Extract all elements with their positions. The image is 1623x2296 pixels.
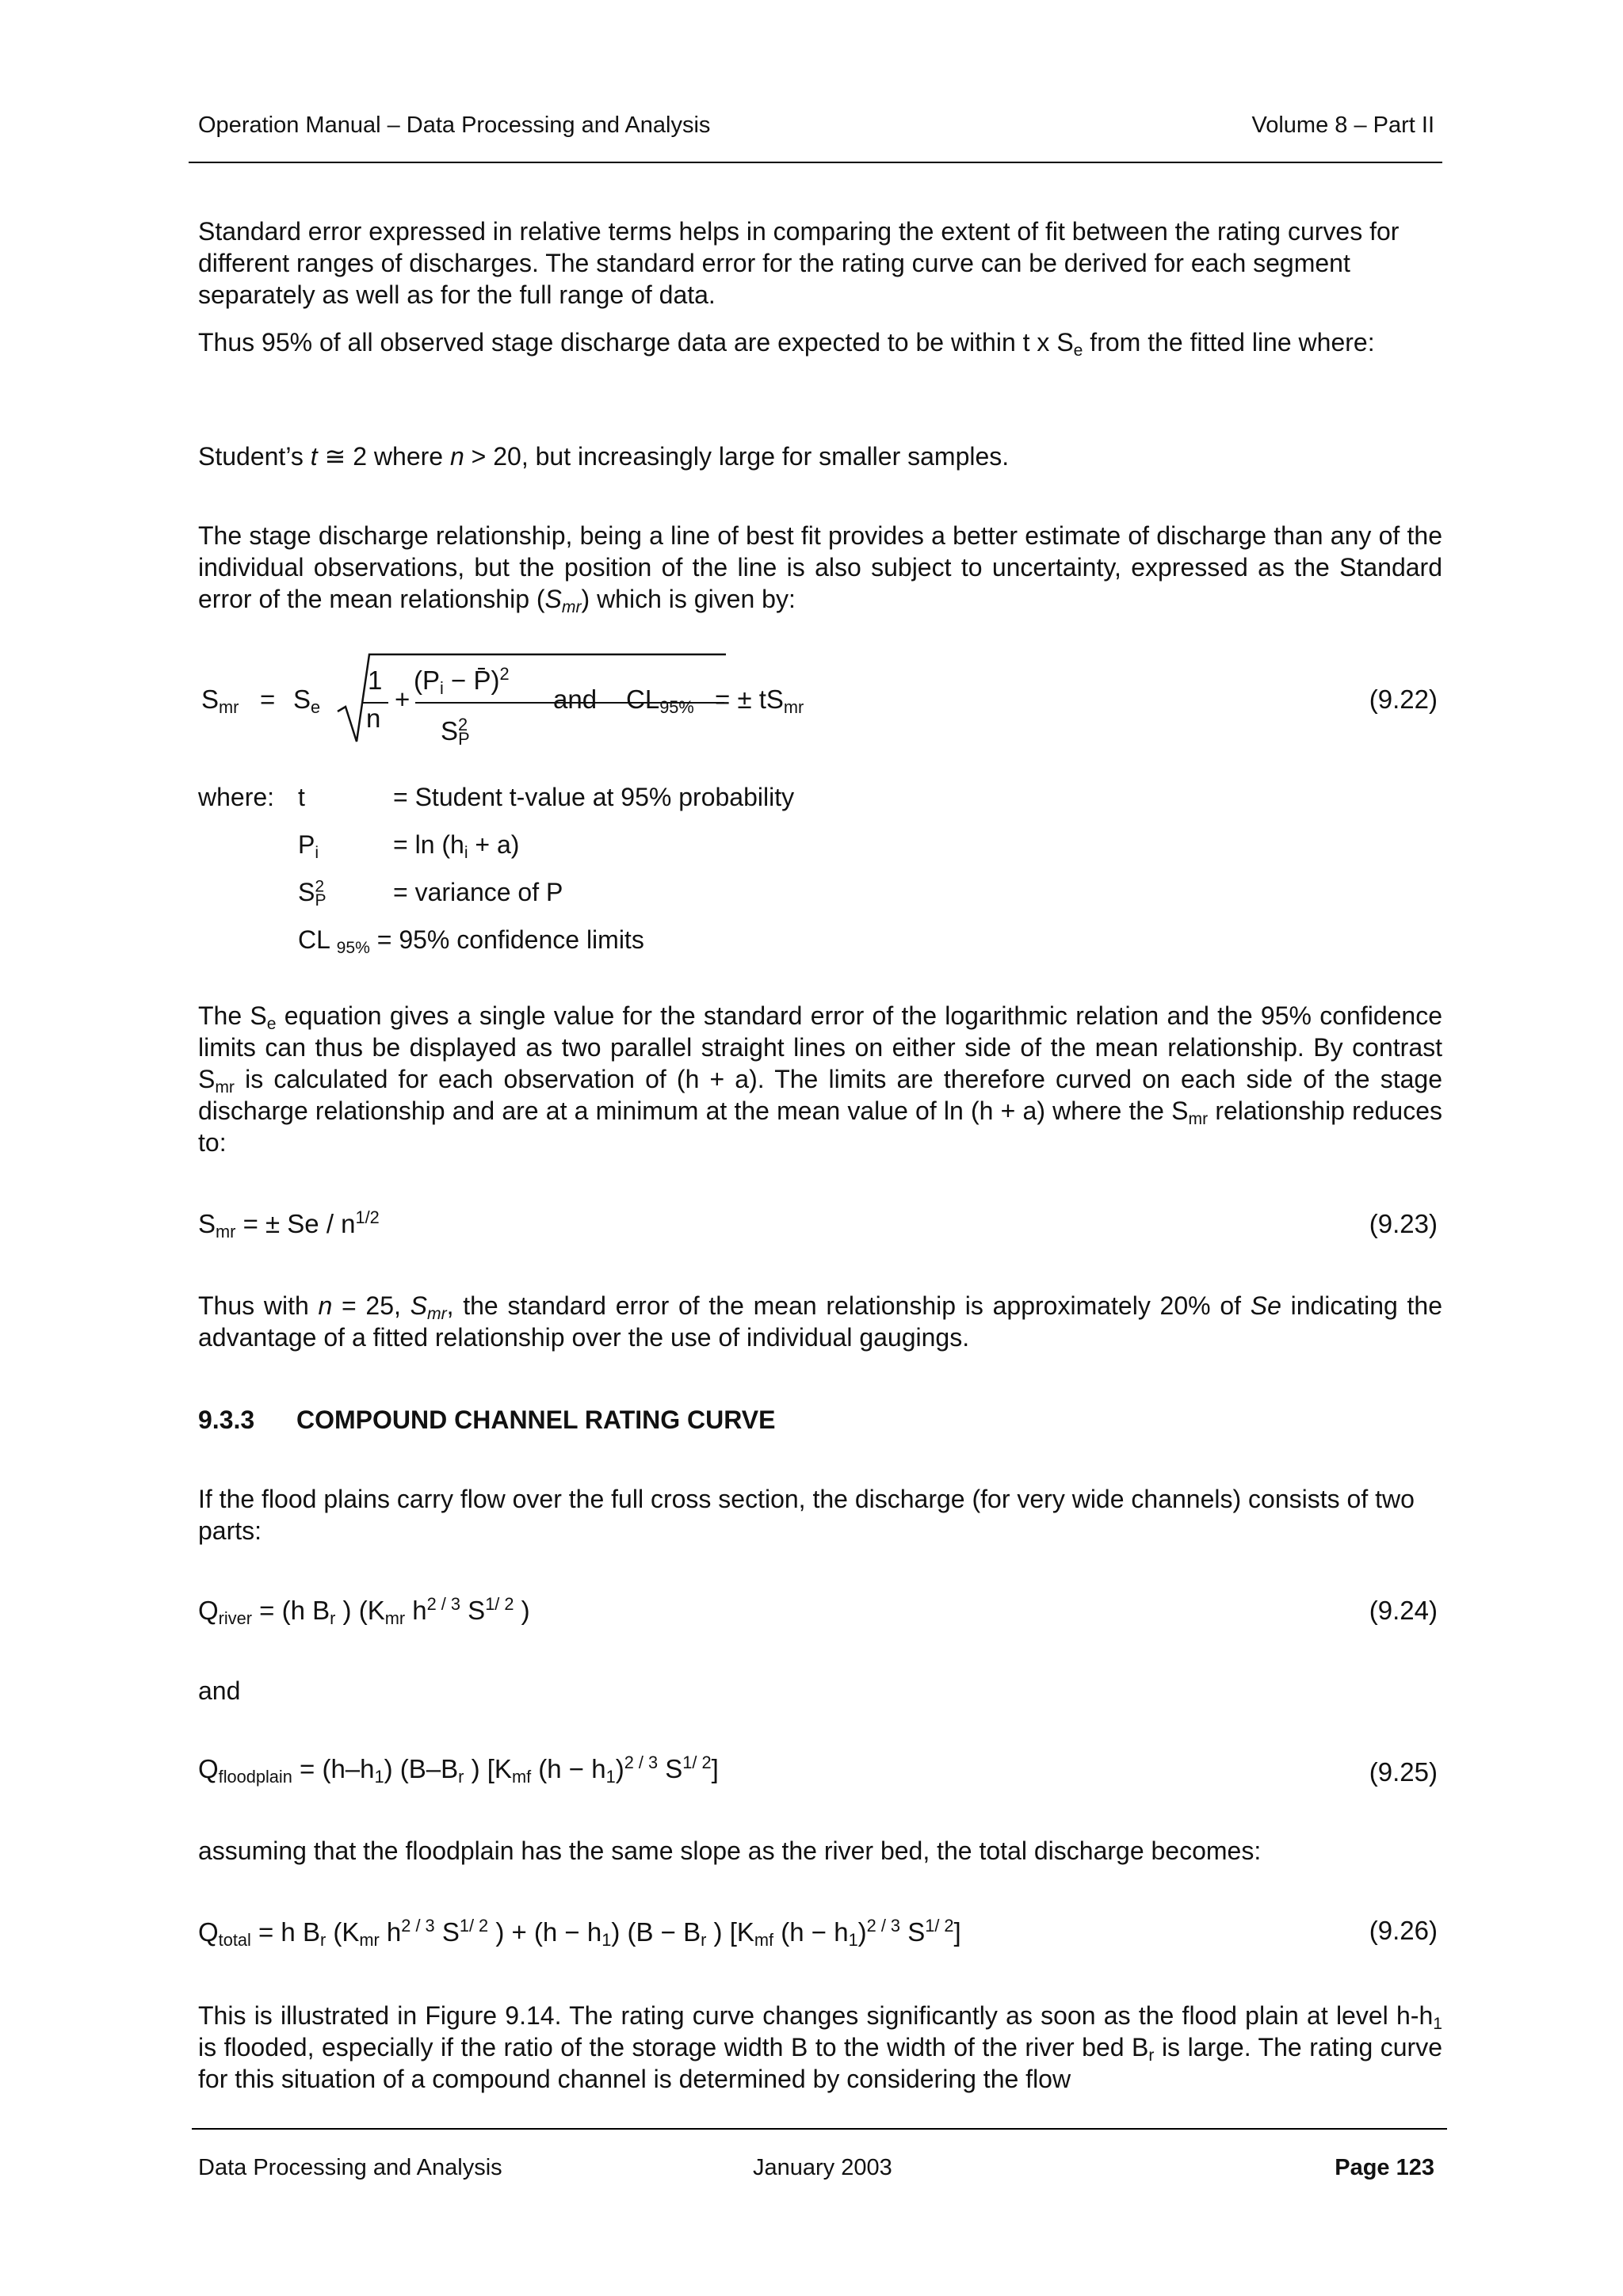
footer-center: January 2003	[753, 2155, 892, 2180]
paragraph-1: Standard error expressed in relative terms helps in comparing the extent of fit between the rating curves for different ranges of discharges. The standard error for the rating curve can be derived for each segment separately as well as for the full range of data.	[198, 217, 1400, 309]
equation-9-22: $S_{mr}$ = $S_e$ 1 n + ($P_i$ − P̄)$^2$ $S^2_P$ and $CL_{95\%}$ = ± $tS_{mr}$	[201, 685, 1152, 780]
equation-number-9-22: (9.22)	[1369, 685, 1438, 714]
equation-number-9-23: (9.23)	[1369, 1209, 1438, 1238]
paragraph-7: If the flood plains carry flow over the full cross section, the discharge (for very wide channels) consists of two parts:	[198, 1485, 1415, 1545]
section-number: 9.3.3	[198, 1405, 255, 1434]
paragraph-4: The stage discharge relationship, being a line of best fit provides a better estimate of discharge than any of the individual observations, but the position of the line is also subject to uncertainty, expressed as the Standard error of the mean relationship $(S_{mr})$ which is given by:	[198, 521, 1442, 616]
definition-list	[198, 781, 1149, 971]
equation-9-23: $S_{mr}$ = ± Se / $n^{1/2}$	[198, 1207, 380, 1242]
where-label: where:	[198, 783, 275, 811]
equation-9-24: $Q_{river} = (h$ $B_r$ ) ($K_{mr}$ $h^{2 / 3}$ $S^{1/ 2}$ )	[198, 1594, 530, 1629]
paragraph-8: assuming that the floodplain has the same slope as the river bed, the total discharge becomes:	[198, 1836, 1262, 1865]
equation-number-9-26: (9.26)	[1369, 1916, 1438, 1945]
header-left: Operation Manual – Data Processing and Analysis	[198, 113, 711, 138]
definition-row: $P_i$ = $\ln (h_i + a)$	[298, 830, 520, 862]
page-number: Page 123	[1335, 2155, 1434, 2180]
header-rule	[189, 162, 1442, 163]
definition-row: $S^2_P$ = variance of P	[298, 877, 563, 910]
paragraph-3: Student’s t ≅ 2 where n > 20, but increasingly large for smaller samples.	[198, 442, 1010, 471]
and-word: and	[198, 1676, 241, 1705]
paragraph-9: This is illustrated in Figure 9.14. The rating curve changes significantly as soon as the flood plain at level $h-h_1$ is flooded, especially if the ratio of the storage width B to the width of the river bed $B_r$ is large. The rating curve for this situation of a compound channel is determined by considering the flow	[198, 2001, 1443, 2093]
equation-9-26: $Q_{total} = h$ $B_r$ ($K_{mr}$ $h^{2 / 3}$ $S^{1/ 2}$ ) + $(h - h_1)$ ($B - B_r$ ) [$K_{mf}$ $(h - h_1)^{2 / 3}$ $S^{1/ 2}$]	[198, 1916, 961, 1951]
section-title: COMPOUND CHANNEL RATING CURVE	[296, 1405, 776, 1434]
paragraph-2: Thus 95% of all observed stage discharge data are expected to be within t x $S_e$ from the fitted line where:	[198, 328, 1375, 360]
paragraph-5: The $S_e$ equation gives a single value for the standard error of the logarithmic relation and the 95% confidence limits can thus be displayed as two parallel straight lines on either side of the mean relationship. By contrast $S_{mr}$ is calculated for each observation of (h + a). The limits are therefore curved on each side of the stage discharge relationship and are at a minimum at the mean value of ln (h + a) where the $S_{mr}$ relationship reduces to:	[198, 1001, 1443, 1157]
equation-number-9-24: (9.24)	[1369, 1596, 1438, 1625]
equation-9-25: $Q_{floodplain} = (h-h_1)$ ($B-B_r$ ) [$K_{mf}$ $(h - h_1)^{2 / 3}$ $S^{1/ 2}$]	[198, 1753, 719, 1787]
header-right: Volume 8 – Part II	[1251, 113, 1434, 138]
definition-row: CL $_{95\%}$ = 95% confidence limits	[298, 925, 644, 957]
definition-row: t = Student t-value at 95% probability	[298, 783, 795, 811]
footer-rule	[192, 2128, 1447, 2130]
footer-left: Data Processing and Analysis	[198, 2155, 502, 2180]
equation-number-9-25: (9.25)	[1369, 1757, 1438, 1787]
paragraph-6: Thus with n = 25, $S_{mr}$, the standard error of the mean relationship is approximately 20% of Se indicating the advantage of a fitted relationship over the use of individual gaugings.	[198, 1291, 1443, 1352]
